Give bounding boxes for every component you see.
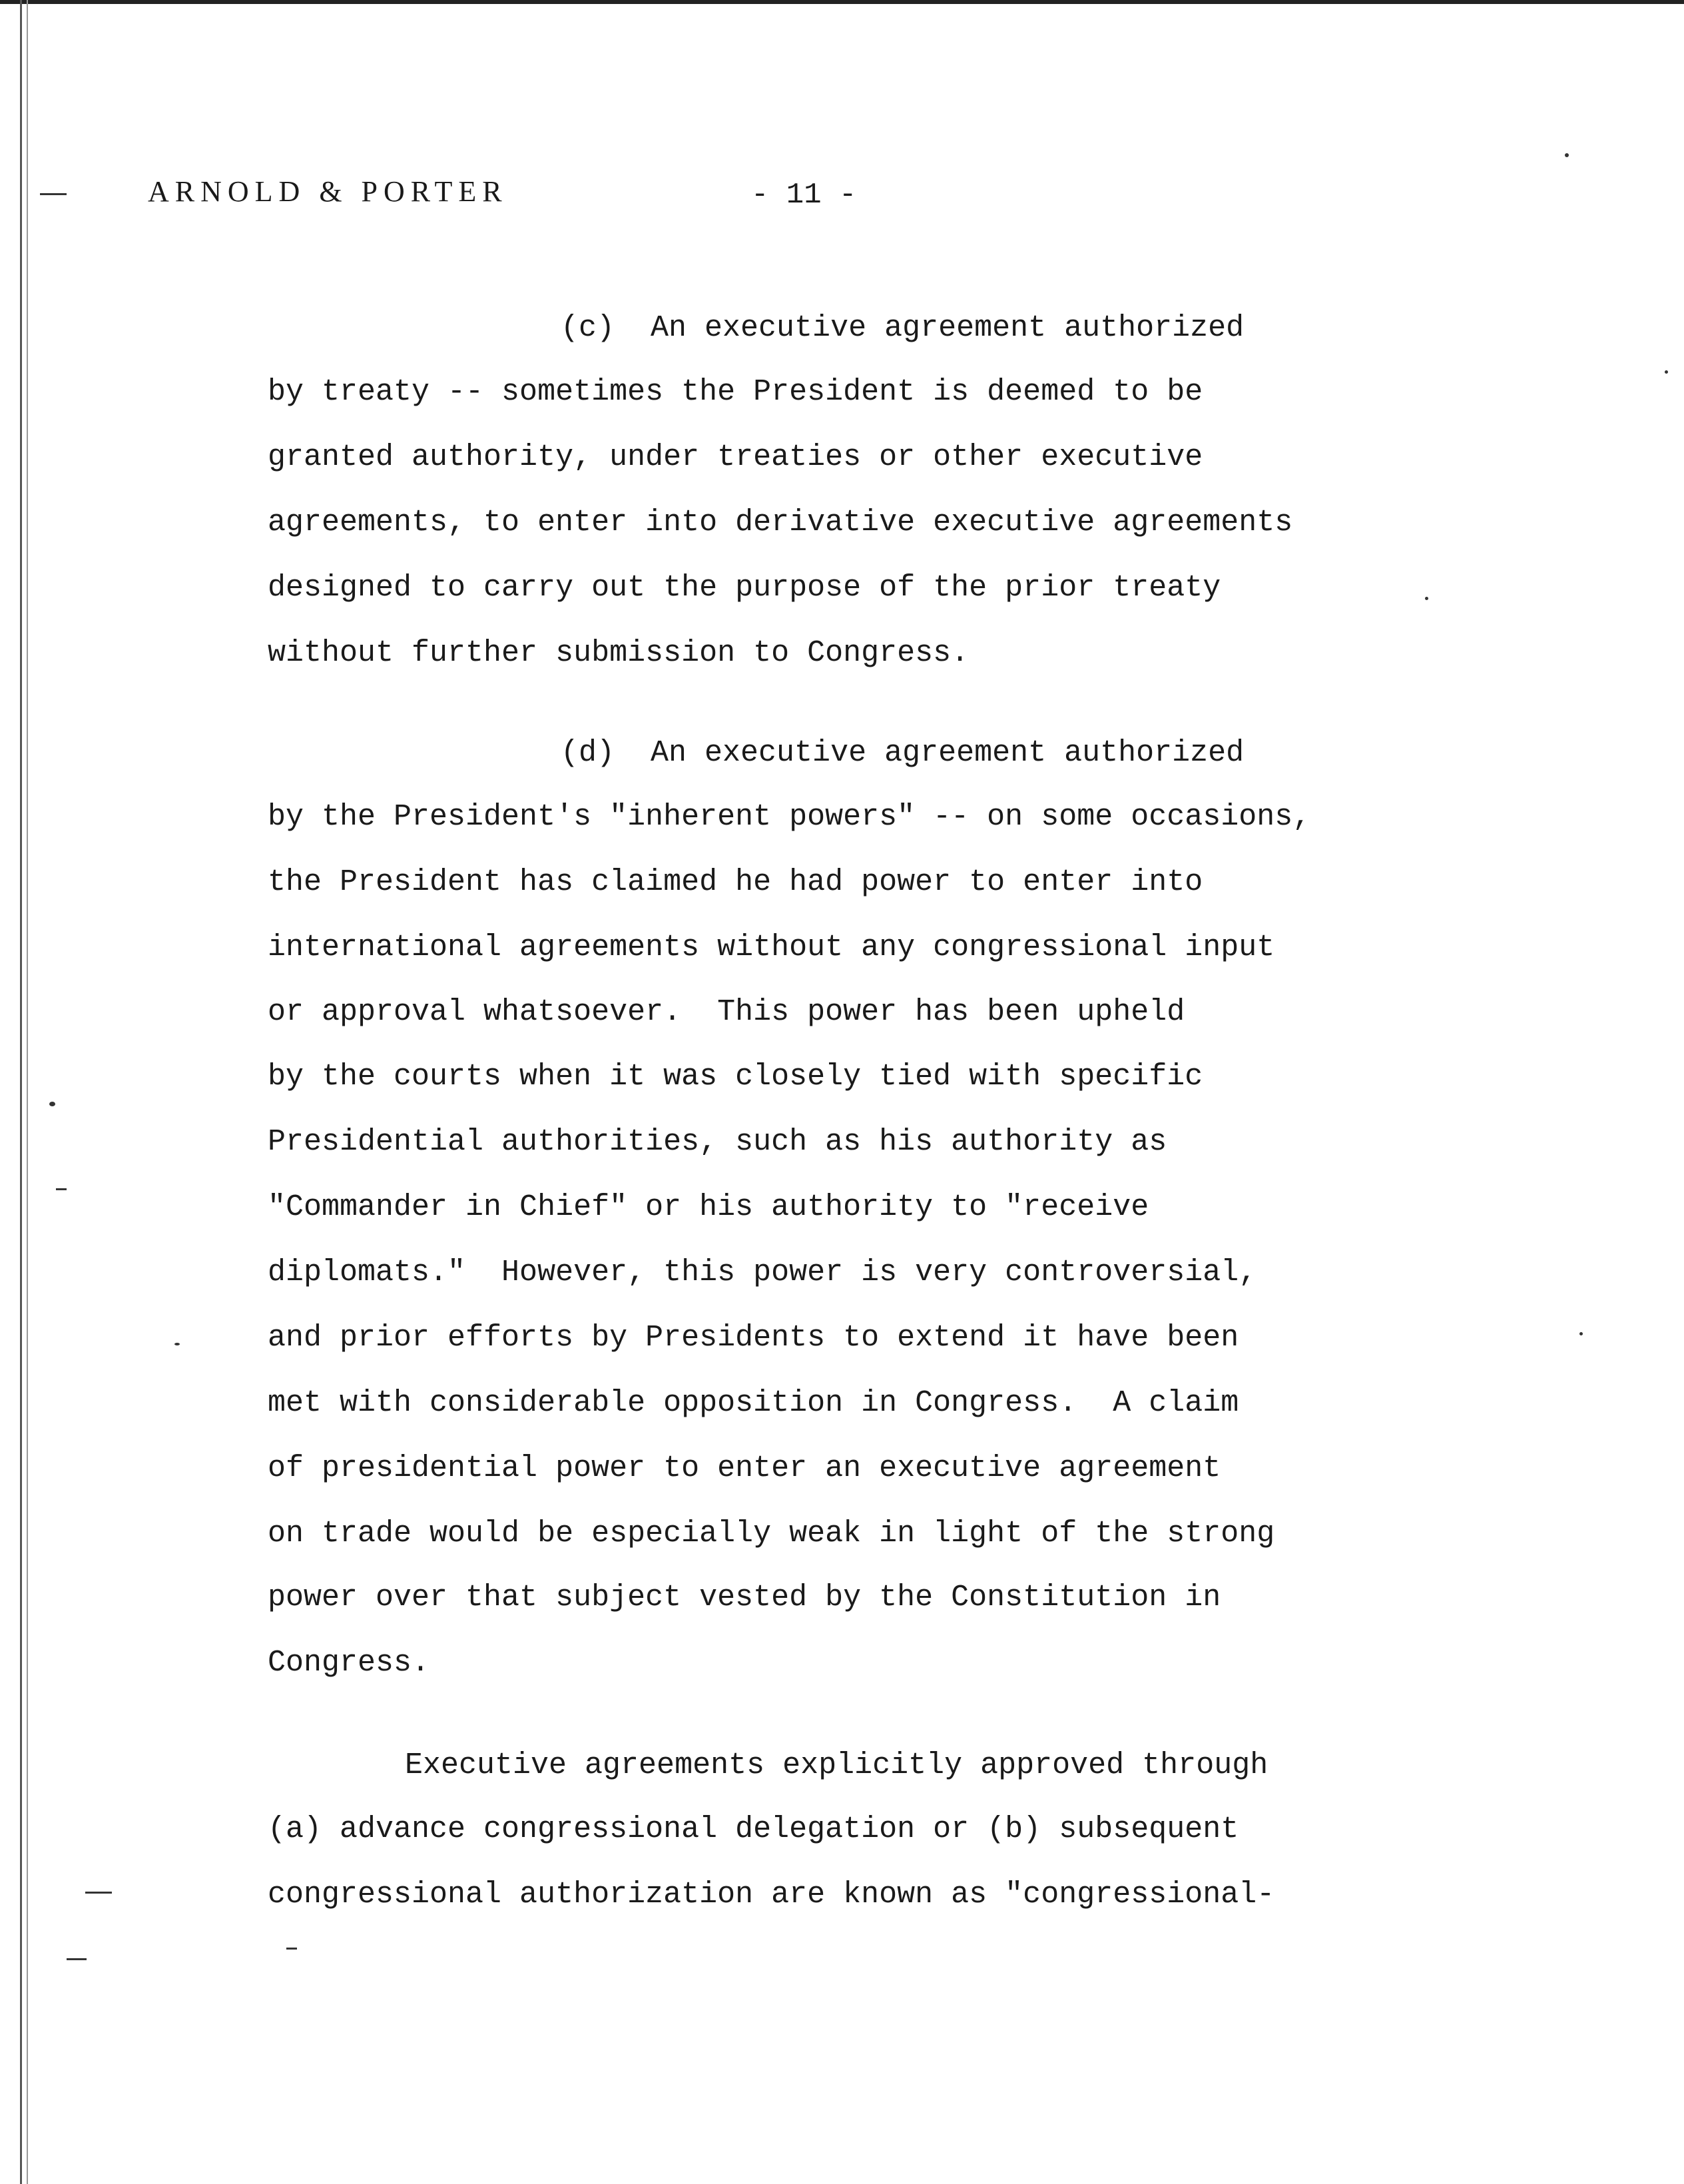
text-line: Congress. (268, 1646, 430, 1680)
text-line: Presidential authorities, such as his authority as (268, 1125, 1167, 1159)
scan-speck (1565, 153, 1569, 157)
scan-speck (1579, 1332, 1583, 1335)
text-line: without further submission to Congress. (268, 636, 970, 670)
text-line: the President has claimed he had power to enter into (268, 865, 1203, 899)
scan-speck (286, 1948, 297, 1950)
text-line: met with considerable opposition in Congress. A claim (268, 1386, 1239, 1420)
text-line: congressional authorization are known as "congressional- (268, 1878, 1275, 1912)
firm-letterhead: ARNOLD & PORTER (148, 175, 508, 208)
text-line: by the President's "inherent powers" -- on some occasions, (268, 800, 1311, 834)
page-number: - 11 - (751, 179, 857, 212)
top-rule (0, 0, 1684, 4)
scan-speck (40, 193, 67, 195)
text-line: by the courts when it was closely tied with specific (268, 1060, 1203, 1094)
text-line: agreements, to enter into derivative executive agreements (268, 506, 1293, 540)
text-line: on trade would be especially weak in light of the strong (268, 1517, 1275, 1551)
text-line: (c) An executive agreement authorized (561, 311, 1245, 345)
text-line: and prior efforts by Presidents to extend it have been (268, 1321, 1239, 1355)
text-line: international agreements without any congressional input (268, 930, 1275, 964)
scan-speck (1425, 597, 1428, 600)
scan-speck (174, 1343, 180, 1345)
text-line: Executive agreements explicitly approved through (405, 1748, 1268, 1782)
text-line: or approval whatsoever. This power has been upheld (268, 995, 1185, 1029)
text-line: diplomats." However, this power is very controversial, (268, 1256, 1257, 1289)
text-line: of presidential power to enter an executive agreement (268, 1451, 1221, 1485)
scan-speck (49, 1102, 55, 1106)
text-line: (d) An executive agreement authorized (561, 736, 1245, 770)
scan-speck (56, 1188, 67, 1190)
text-line: by treaty -- sometimes the President is deemed to be (268, 375, 1203, 409)
scan-speck (1665, 370, 1668, 374)
scan-edge-line (27, 0, 28, 2184)
scan-edge-line (20, 0, 22, 2184)
text-line: designed to carry out the purpose of the prior treaty (268, 571, 1221, 605)
scan-speck (67, 1958, 87, 1960)
text-line: power over that subject vested by the Constitution in (268, 1581, 1221, 1615)
text-line: (a) advance congressional delegation or (b) subsequent (268, 1812, 1239, 1846)
text-line: "Commander in Chief" or his authority to "receive (268, 1190, 1149, 1224)
scan-speck (85, 1892, 112, 1894)
text-line: granted authority, under treaties or other executive (268, 440, 1203, 474)
